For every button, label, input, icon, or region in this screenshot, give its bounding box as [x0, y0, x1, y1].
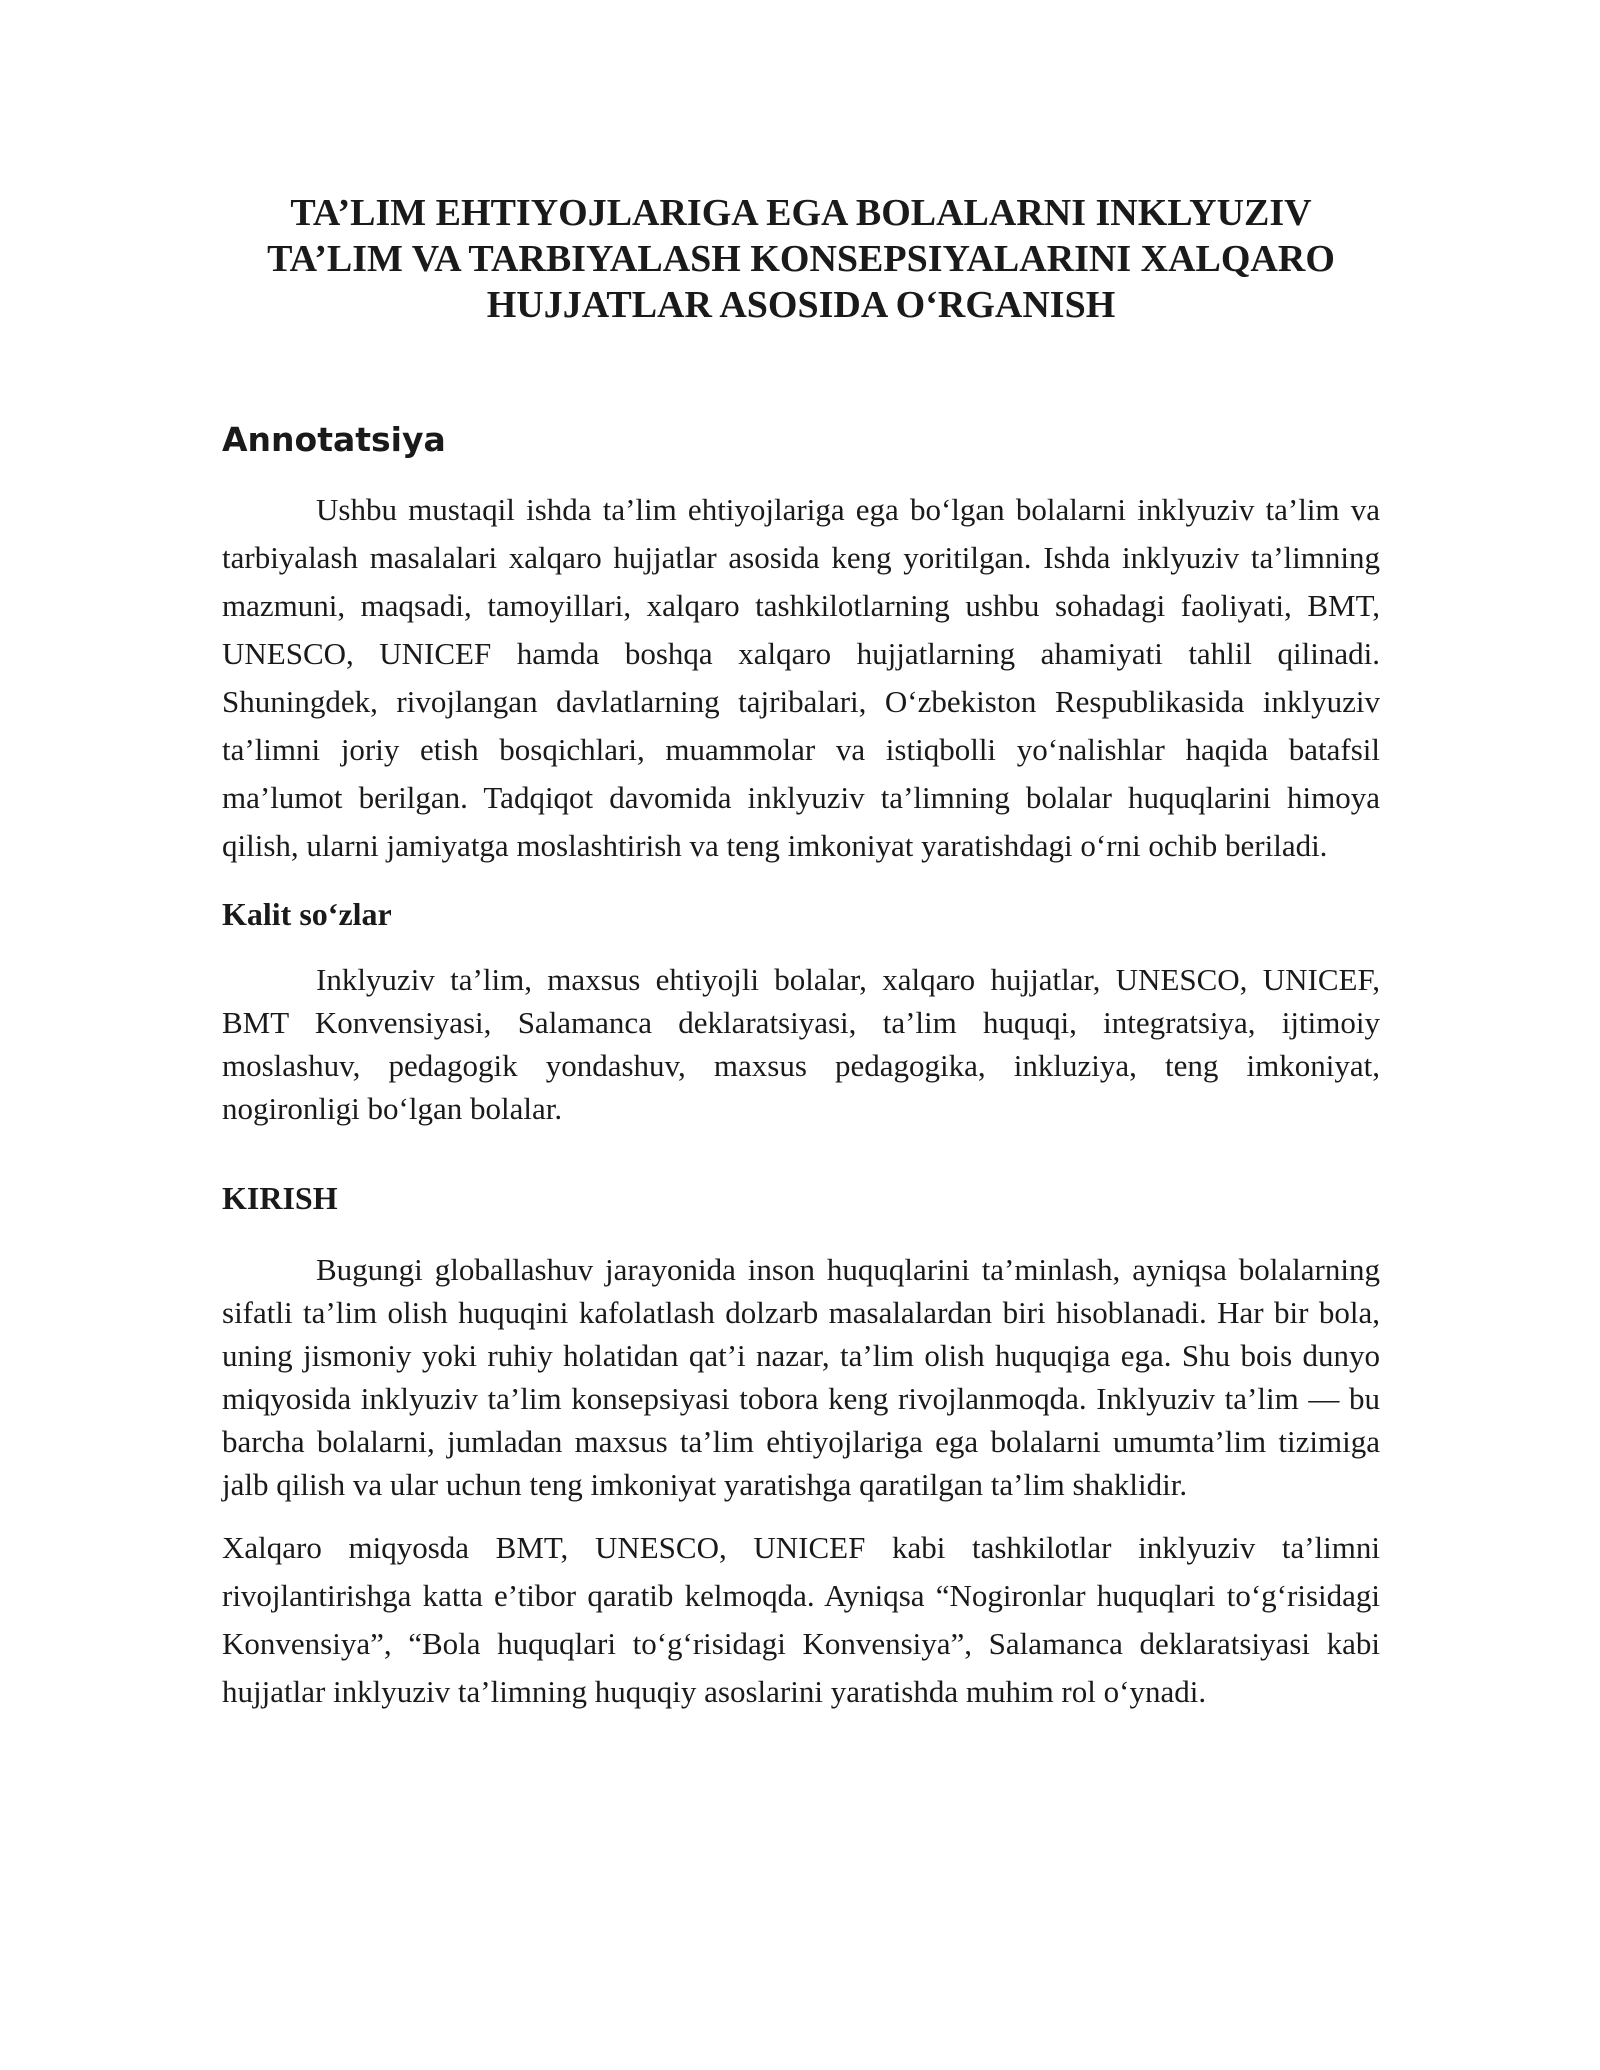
title-line-2: TA’LIM VA TARBIYALASH KONSEPSIYALARINI XALQARO	[267, 238, 1335, 280]
introduction-paragraph-1: Bugungi globallashuv jarayonida inson huquqlarini ta’minlash, ayniqsa bolalarning sifatli ta’lim olish huquqini kafolatlash dolzarb masalalardan biri hisoblanadi. Har bir bola, uning jismoniy yoki ruhiy holatidan qat’i nazar, ta’lim olish huquqiga ega. Shu bois dunyo miqyosida inklyuziv ta’lim konsepsiyasi tobora keng rivojlanmoqda. Inklyuziv ta’lim — bu barcha bolalarni, jumladan maxsus ta’lim ehtiyojlariga ega bolalarni umumta’lim tizimiga jalb qilish va ular uchun teng imkoniyat yaratishga qaratilgan ta’lim shaklidir.	[222, 1252, 1380, 1502]
title-line-1: TA’LIM EHTIYOJLARIGA EGA BOLALARNI INKLYUZIV	[290, 192, 1312, 234]
document-title	[222, 190, 1380, 328]
introduction-paragraph-2: Xalqaro miqyosda BMT, UNESCO, UNICEF kabi tashkilotlar inklyuziv ta’limni rivojlantirishga katta e’tibor qaratib kelmoqda. Ayniqsa “Nogironlar huquqlari to‘g‘risidagi Konvensiya”, “Bola huquqlari to‘g‘risidagi Konvensiya”, Salamanca deklaratsiyasi kabi hujjatlar inklyuziv ta’limning huquqiy asoslarini yaratishda muhim rol o‘ynadi.	[222, 1530, 1380, 1709]
annotation-heading: Annotatsiya	[222, 420, 446, 459]
keywords-text: Inklyuziv ta’lim, maxsus ehtiyojli bolalar, xalqaro hujjatlar, UNESCO, UNICEF, BMT Konvensiyasi, Salamanca deklaratsiyasi, ta’lim huquqi, integratsiya, ijtimoiy moslashuv, pedagogik yondashuv, maxsus pedagogika, inkluziya, teng imkoniyat, nogironligi bo‘lgan bolalar.	[222, 962, 1380, 1126]
title-line-3: HUJJATLAR ASOSIDA O‘RGANISH	[486, 284, 1116, 326]
annotation-text: Ushbu mustaqil ishda ta’lim ehtiyojlariga ega bo‘lgan bolalarni inklyuziv ta’lim va tarbiyalash masalalari xalqaro hujjatlar asosida keng yoritilgan. Ishda inklyuziv ta’limning mazmuni, maqsadi, tamoyillari, xalqaro tashkilotlarning ushbu sohadagi faoliyati, BMT, UNESCO, UNICEF hamda boshqa xalqaro hujjatlarning ahamiyati tahlil qilinadi. Shuningdek, rivojlangan davlatlarning tajribalari, O‘zbekiston Respublikasida inklyuziv ta’limni joriy etish bosqichlari, muammolar va istiqbolli yo‘nalishlar haqida batafsil ma’lumot berilgan. Tadqiqot davomida inklyuziv ta’limning bolalar huquqlarini himoya qilish, ularni jamiyatga moslashtirish va teng imkoniyat yaratishdagi o‘rni ochib beriladi.	[222, 492, 1380, 863]
keywords-heading: Kalit so‘zlar	[222, 896, 392, 932]
document-page	[222, 190, 1380, 1716]
introduction-heading: KIRISH	[222, 1180, 338, 1216]
